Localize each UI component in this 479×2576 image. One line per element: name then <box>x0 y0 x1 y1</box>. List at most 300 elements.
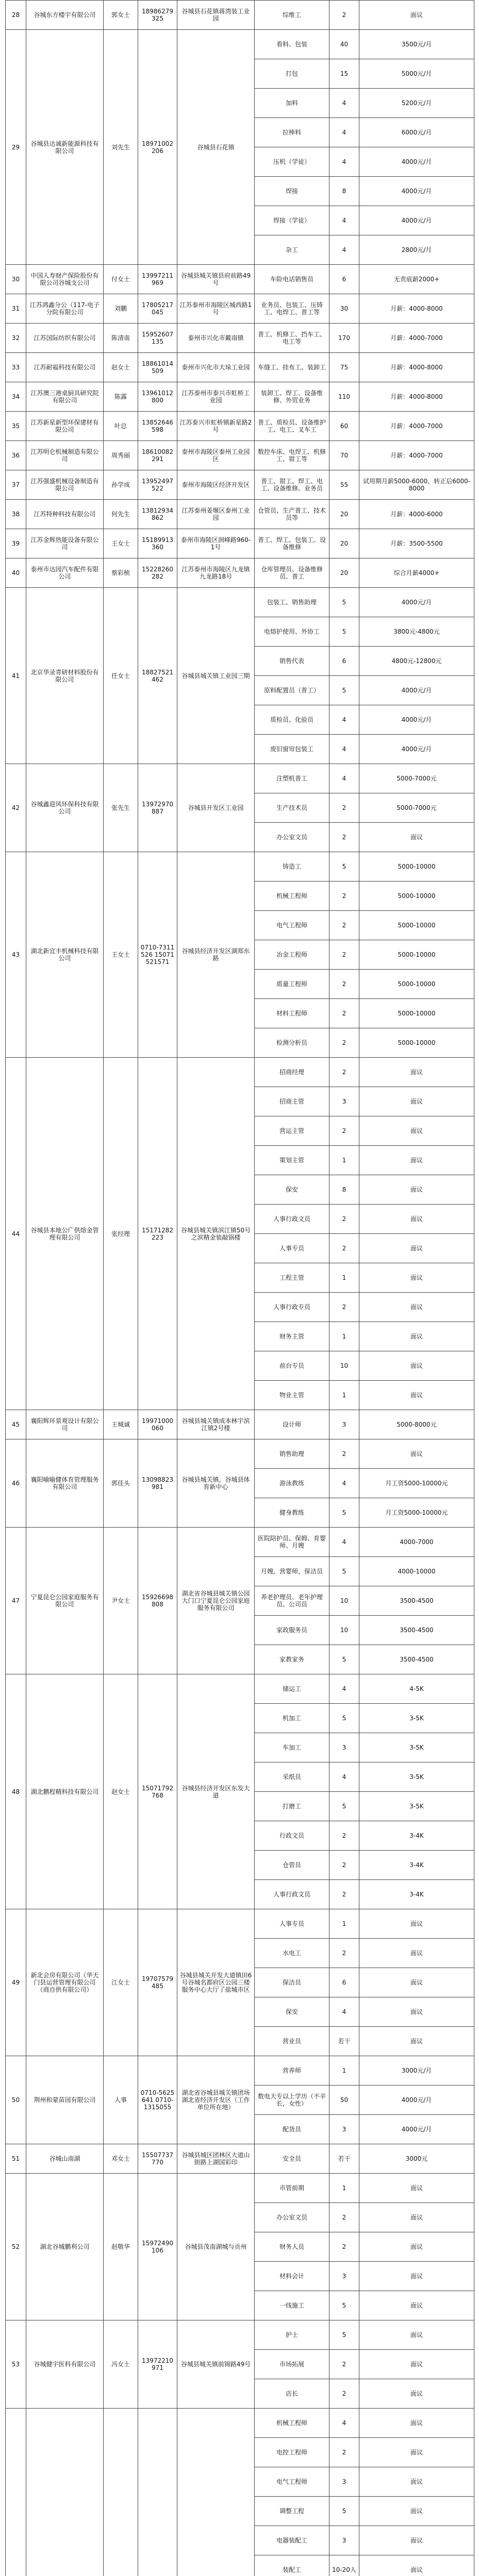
salary: 6000元/月 <box>359 118 474 147</box>
company-name: 泰州市达园汽车配件有限公司 <box>26 558 104 588</box>
job-title: 拉棒料 <box>255 118 329 147</box>
salary: 4000元/月 <box>359 705 474 735</box>
job-title: 设计师 <box>255 1410 329 1439</box>
salary: 月薪：4000-7000 <box>359 441 474 470</box>
headcount: 2 <box>329 1 359 30</box>
table-row <box>6 294 474 324</box>
salary: 面议 <box>359 1234 474 1263</box>
salary: 面议 <box>359 1 474 30</box>
headcount: 8 <box>329 177 359 206</box>
job-title: 安全员 <box>255 2144 329 2174</box>
job-title: 打包 <box>255 59 329 89</box>
contact-phone <box>138 2409 177 2576</box>
headcount: 6 <box>329 265 359 294</box>
salary: 3-4K <box>359 1880 474 1909</box>
company-name: 湖北新宜丰机械科技有限公司 <box>26 852 104 1058</box>
company-number: 53 <box>6 2320 26 2409</box>
company-number: 38 <box>6 500 26 529</box>
headcount: 若干 <box>329 2027 359 2056</box>
job-title: 水电工 <box>255 1939 329 1968</box>
job-title: 原料配置员（普工） <box>255 676 329 705</box>
salary: 面议 <box>359 2203 474 2232</box>
contact-person: 叶总 <box>104 412 138 441</box>
headcount: 4 <box>329 147 359 177</box>
contact-person: 王女士 <box>104 852 138 1058</box>
headcount: 50 <box>329 2086 359 2115</box>
salary: 3-5K <box>359 1704 474 1733</box>
company-number: 45 <box>6 1410 26 1439</box>
salary: 月薪：4000-6000 <box>359 500 474 529</box>
company-address: 泰州市兴化市大垛工业园 <box>177 353 255 382</box>
job-title: 人事专员 <box>255 1234 329 1263</box>
contact-phone: 13852646598 <box>138 412 177 441</box>
headcount: 2 <box>329 882 359 911</box>
contact-person: 陈露 <box>104 382 138 412</box>
job-title: 电熔护使用、外协工 <box>255 617 329 647</box>
table-row <box>6 529 474 558</box>
company-address: 谷城县城关镇滨江镇50号之滨精金装敲锅楼 <box>177 1058 255 1410</box>
salary: 4-5K <box>359 1674 474 1704</box>
company-name: 湖北鹏程精科技有限公司 <box>26 1674 104 1909</box>
headcount: 8 <box>329 1175 359 1205</box>
job-title: 电控工程师 <box>255 2438 329 2467</box>
contact-person: 付女士 <box>104 265 138 294</box>
contact-person: 蔡彩桢 <box>104 558 138 588</box>
salary: 5000-10000 <box>359 911 474 940</box>
job-title: 普工、质检员、设备维护工、电工、叉车工 <box>255 412 329 441</box>
contact-person: 尹女士 <box>104 1528 138 1674</box>
job-title: 保安 <box>255 1997 329 2027</box>
job-title: 办公室文员 <box>255 2203 329 2232</box>
headcount: 5 <box>329 1645 359 1674</box>
contact-phone: 13812934862 <box>138 500 177 529</box>
headcount: 2 <box>329 1293 359 1322</box>
salary: 面议 <box>359 2409 474 2438</box>
salary: 4000-10000 <box>359 1557 474 1586</box>
company-name: 谷城东方楼宇有限公司 <box>26 1 104 30</box>
headcount: 170 <box>329 324 359 353</box>
salary: 面议 <box>359 1116 474 1146</box>
salary: 3000元 <box>359 2144 474 2174</box>
company-address: 谷城县城关镇工业园三期 <box>177 588 255 764</box>
company-number: 33 <box>6 353 26 382</box>
table-row <box>6 353 474 382</box>
table-row <box>6 382 474 412</box>
salary: 面议 <box>359 1968 474 1997</box>
headcount: 2 <box>329 1821 359 1851</box>
contact-person: 赵女士 <box>104 353 138 382</box>
salary: 3-5K <box>359 1762 474 1792</box>
contact-phone: 13961012800 <box>138 382 177 412</box>
salary: 4000-7000 <box>359 1528 474 1557</box>
company-address: 泰州市海陵区润峰路960-1号 <box>177 529 255 558</box>
headcount: 4 <box>329 735 359 764</box>
company-address: 谷城县城关开发大道镇田6号谷城名都府区公园三楼服务中心大厅了盐城市区 <box>177 1909 255 2056</box>
headcount: 2 <box>329 940 359 970</box>
contact-phone: 13972970887 <box>138 764 177 852</box>
job-title: 普工、钳工、焊工、电工、设备维修、业务员 <box>255 470 329 500</box>
company-name: 江苏明仑机械制造有限公司 <box>26 441 104 470</box>
salary: 面议 <box>359 823 474 852</box>
company-number: 32 <box>6 324 26 353</box>
headcount: 4 <box>329 764 359 793</box>
job-title: 招商主管 <box>255 1087 329 1116</box>
salary: 3-4K <box>359 1851 474 1880</box>
headcount: 4 <box>329 118 359 147</box>
contact-phone: 18986279325 <box>138 1 177 30</box>
headcount: 15 <box>329 59 359 89</box>
company-address: 湖北省谷城县城关镇公园大门口宁夏昆仑公园家庭服务有限公司 <box>177 1528 255 1674</box>
job-title: 焊接 <box>255 177 329 206</box>
contact-person: 何先生 <box>104 500 138 529</box>
contact-person: 郭佳头 <box>104 1439 138 1528</box>
salary: 面议 <box>359 2379 474 2409</box>
salary: 5000-10000 <box>359 999 474 1028</box>
job-title: 健身教练 <box>255 1498 329 1528</box>
job-title: 护士 <box>255 2320 329 2350</box>
job-title: 人事专员 <box>255 1909 329 1939</box>
headcount: 5 <box>329 2320 359 2350</box>
headcount: 3 <box>329 1087 359 1116</box>
company-address: 泰州市兴化市戴南镇 <box>177 324 255 353</box>
job-title: 工程主管 <box>255 1263 329 1293</box>
contact-phone: 18861014509 <box>138 353 177 382</box>
company-address: 谷城县经济开发区东发大道 <box>177 1674 255 1909</box>
headcount: 2 <box>329 999 359 1028</box>
contact-person: 人事 <box>104 2056 138 2144</box>
job-title: 人事行政专员 <box>255 1293 329 1322</box>
company-name: 江苏耐福科技有限公司 <box>26 353 104 382</box>
company-name: 襄阳喻喻健体育管理服务有限公司 <box>26 1439 104 1528</box>
salary: 月薪：4000-7000 <box>359 324 474 353</box>
company-number: 30 <box>6 265 26 294</box>
company-name: 中国人寿财产保险股份有限公司谷城支公司 <box>26 265 104 294</box>
contact-phone: 13972210971 <box>138 2320 177 2409</box>
headcount: 5 <box>329 1792 359 1821</box>
company-number: 46 <box>6 1439 26 1528</box>
salary: 面议 <box>359 2232 474 2262</box>
job-title: 看料、包装 <box>255 30 329 59</box>
company-number: 44 <box>6 1058 26 1410</box>
company-number: 39 <box>6 529 26 558</box>
headcount: 4 <box>329 2409 359 2438</box>
contact-phone: 15228260282 <box>138 558 177 588</box>
salary: 面议 <box>359 1909 474 1939</box>
salary: 5200元/月 <box>359 89 474 118</box>
job-title: 检测分析员 <box>255 1028 329 1058</box>
headcount: 若干 <box>329 2144 359 2174</box>
job-title: 注塑机普工 <box>255 764 329 793</box>
headcount: 5 <box>329 1498 359 1528</box>
table-row <box>6 588 474 617</box>
job-listing-sheet <box>5 0 474 2576</box>
salary: 4000元/月 <box>359 147 474 177</box>
job-title: 游泳教练 <box>255 1469 329 1498</box>
job-title: 办公室文员 <box>255 823 329 852</box>
company-number: 51 <box>6 2144 26 2174</box>
salary: 3500-4500 <box>359 1645 474 1674</box>
salary: 4000元/月 <box>359 206 474 235</box>
job-title: 营养师 <box>255 2056 329 2086</box>
headcount: 5 <box>329 588 359 617</box>
headcount: 5 <box>329 676 359 705</box>
job-title: 废旧窗帘包装工 <box>255 735 329 764</box>
job-title: 仓管员、生产普工、技术员等 <box>255 500 329 529</box>
salary: 无责底薪2000+ <box>359 265 474 294</box>
job-table <box>5 0 474 2576</box>
job-title: 车缝工、挂布工、装卸工 <box>255 353 329 382</box>
headcount: 2 <box>329 1939 359 1968</box>
company-number: 52 <box>6 2174 26 2320</box>
table-row <box>6 470 474 500</box>
salary: 月薪：4000-7000 <box>359 412 474 441</box>
job-title: 普工、焊工、包装工、设备维修 <box>255 529 329 558</box>
job-title: 仓库管理员、设备维修员、普工 <box>255 558 329 588</box>
salary: 面议 <box>359 2320 474 2350</box>
table-row <box>6 412 474 441</box>
contact-phone: 18610082291 <box>138 441 177 470</box>
company-name: 谷城鑫迎风环保科技有限公司 <box>26 764 104 852</box>
salary: 5000-10000 <box>359 940 474 970</box>
job-title: 车加工 <box>255 1733 329 1762</box>
salary: 5000-10000 <box>359 1028 474 1058</box>
headcount: 1 <box>329 1909 359 1939</box>
job-title: 普工、机修工、挡车工、电工等 <box>255 324 329 353</box>
headcount: 2 <box>329 823 359 852</box>
company-name: 江苏澳三港桌厨具研究院有限公司 <box>26 382 104 412</box>
headcount: 2 <box>329 2203 359 2232</box>
job-title: 配货员 <box>255 2115 329 2144</box>
table-row <box>6 2056 474 2086</box>
headcount: 60 <box>329 412 359 441</box>
company-number <box>6 2409 26 2576</box>
company-address: 泰州市海陵区泰州工业园区 <box>177 441 255 470</box>
headcount: 2 <box>329 1234 359 1263</box>
salary: 5000-8000元 <box>359 1410 474 1439</box>
contact-person: 王城诚 <box>104 1410 138 1439</box>
company-name: 谷城县达诚新能源科技有限公司 <box>26 30 104 265</box>
salary: 5000元/月 <box>359 59 474 89</box>
job-title: 营运主管 <box>255 1116 329 1146</box>
salary: 面议 <box>359 2526 474 2555</box>
table-row <box>6 764 474 793</box>
contact-person: 冯女士 <box>104 2320 138 2409</box>
salary: 月工资5000-10000元 <box>359 1469 474 1498</box>
headcount: 2 <box>329 793 359 823</box>
salary: 4000元/月 <box>359 588 474 617</box>
contact-person: 张经理 <box>104 1058 138 1410</box>
company-number: 37 <box>6 470 26 500</box>
headcount: 70 <box>329 441 359 470</box>
headcount: 4 <box>329 1997 359 2027</box>
salary: 面议 <box>359 1381 474 1410</box>
job-title: 策划主管 <box>255 1146 329 1175</box>
contact-person: 王女士 <box>104 529 138 558</box>
job-title: 月嫂，营婴师，保洁员 <box>255 1557 329 1586</box>
job-title: 家教家务 <box>255 1645 329 1674</box>
company-name: 谷城健宇医科有限公司 <box>26 2320 104 2409</box>
headcount: 10 <box>329 1616 359 1645</box>
table-row <box>6 558 474 588</box>
headcount: 1 <box>329 2174 359 2203</box>
salary: 4000元/月 <box>359 676 474 705</box>
headcount: 2 <box>329 1205 359 1234</box>
headcount: 2 <box>329 2438 359 2467</box>
contact-person: 邓女士 <box>104 2144 138 2174</box>
job-title: 压机（学徒） <box>255 147 329 177</box>
salary: 月工资5000-10000元 <box>359 1498 474 1528</box>
headcount: 3 <box>329 2467 359 2497</box>
contact-person: 任女士 <box>104 588 138 764</box>
headcount: 10-20人 <box>329 2555 359 2576</box>
salary: 面议 <box>359 2174 474 2203</box>
contact-phone: 15071792768 <box>138 1674 177 1909</box>
company-number: 48 <box>6 1674 26 1909</box>
headcount: 4 <box>329 1674 359 1704</box>
job-title: 铸造工 <box>255 852 329 882</box>
table-row <box>6 1 474 30</box>
contact-phone: 19971000060 <box>138 1410 177 1439</box>
headcount: 1 <box>329 2056 359 2086</box>
company-address: 江苏泰州市海陵区城西路1号 <box>177 294 255 324</box>
headcount: 2 <box>329 2232 359 2262</box>
job-title: 调整工程 <box>255 2497 329 2526</box>
company-name: 江苏新星新型环保建材有限公司 <box>26 412 104 441</box>
job-title: 材料工程师 <box>255 999 329 1028</box>
company-name: 湖北谷城鹏利公司 <box>26 2174 104 2320</box>
headcount: 2 <box>329 1851 359 1880</box>
job-title: 车险电话销售员 <box>255 265 329 294</box>
salary: 综合月薪4000+ <box>359 558 474 588</box>
headcount: 1 <box>329 1263 359 1293</box>
company-address: 谷城县城区团林区大道山街路上湖国彩印 <box>177 2144 255 2174</box>
salary: 3-5K <box>359 1733 474 1762</box>
company-number: 50 <box>6 2056 26 2144</box>
salary: 3-4K <box>359 1821 474 1851</box>
salary: 面议 <box>359 1351 474 1381</box>
contact-person: 赵敬华 <box>104 2174 138 2320</box>
company-number: 47 <box>6 1528 26 1674</box>
contact-person: 孙学成 <box>104 470 138 500</box>
job-title: 数电大专以上学历（不辛长，女性） <box>255 2086 329 2115</box>
headcount: 2 <box>329 911 359 940</box>
salary: 面议 <box>359 2497 474 2526</box>
contact-person: 郭女士 <box>104 1 138 30</box>
contact-phone: 18827521462 <box>138 588 177 764</box>
company-address <box>177 2409 255 2576</box>
salary: 面议 <box>359 1175 474 1205</box>
headcount: 2 <box>329 1058 359 1087</box>
headcount: 3 <box>329 2262 359 2291</box>
job-title: 仓管员 <box>255 1851 329 1880</box>
company-number: 42 <box>6 764 26 852</box>
company-address: 谷城县城关镇成本林宇滨江镇2号楼 <box>177 1410 255 1439</box>
job-title: 生产技术员 <box>255 793 329 823</box>
salary: 面议 <box>359 2467 474 2497</box>
company-address: 谷城县石花镇蒋湾装工业园 <box>177 1 255 30</box>
job-title: 保洁员 <box>255 1968 329 1997</box>
headcount: 1 <box>329 1322 359 1351</box>
headcount: 5 <box>329 852 359 882</box>
job-title: 保安 <box>255 1175 329 1205</box>
salary: 3500-4500 <box>359 1586 474 1616</box>
company-address: 谷城县石花镇 <box>177 30 255 265</box>
job-title: 医院陪护员、保姆、育婴师、月嫂 <box>255 1528 329 1557</box>
headcount: 75 <box>329 353 359 382</box>
company-number: 43 <box>6 852 26 1058</box>
contact-person: 江女士 <box>104 1909 138 2056</box>
salary: 面议 <box>359 1997 474 2027</box>
headcount: 1 <box>329 1381 359 1410</box>
company-name: 襄阳辉环景观设计有限公司 <box>26 1410 104 1439</box>
headcount: 10 <box>329 1351 359 1381</box>
salary: 面议 <box>359 2350 474 2379</box>
salary: 4000元/月 <box>359 177 474 206</box>
table-row <box>6 1410 474 1439</box>
salary: 面议 <box>359 1939 474 1968</box>
headcount: 4 <box>329 235 359 265</box>
job-title: 数控车床、电焊工、机修工、钳工等 <box>255 441 329 470</box>
headcount: 1 <box>329 1146 359 1175</box>
company-address: 谷城县开发区工业园 <box>177 764 255 852</box>
company-name: 江苏鸿鑫分公（117-电子分院有限公司 <box>26 294 104 324</box>
headcount: 3 <box>329 2526 359 2555</box>
headcount: 2 <box>329 1116 359 1146</box>
company-name: 新北会房有限公司（华天门县运营管理有限公司（商自供有限公司） <box>26 1909 104 2056</box>
company-address: 谷城县茂南湖城与贡州 <box>177 2174 255 2320</box>
salary: 面议 <box>359 1439 474 1469</box>
headcount: 110 <box>329 382 359 412</box>
headcount: 3 <box>329 2115 359 2144</box>
headcount: 6 <box>329 1968 359 1997</box>
contact-phone: 13098823981 <box>138 1439 177 1528</box>
job-table-body <box>6 1 474 2576</box>
company-address: 谷城县城关镇县府前路49号 <box>177 265 255 294</box>
headcount: 5 <box>329 617 359 647</box>
salary: 5000-10000 <box>359 970 474 999</box>
company-name: 江苏特种科技有限公司 <box>26 500 104 529</box>
job-title: 业务员、包装工、压铸工、电焊工、普工等 <box>255 294 329 324</box>
company-name: 江苏国际纺织有限公司 <box>26 324 104 353</box>
headcount: 5 <box>329 1704 359 1733</box>
company-address: 谷城县城关镇，谷城县体育新中心 <box>177 1439 255 1528</box>
job-title: 焊接（学徒） <box>255 206 329 235</box>
job-title: 采纸员 <box>255 1762 329 1792</box>
job-title: 招商经理 <box>255 1058 329 1087</box>
salary: 2800元/月 <box>359 235 474 265</box>
contact-person: 周秀丽 <box>104 441 138 470</box>
contact-person: 赵女士 <box>104 1674 138 1909</box>
headcount: 20 <box>329 500 359 529</box>
contact-phone: 18971002206 <box>138 30 177 265</box>
table-row <box>6 324 474 353</box>
company-address: 泰州市海陵区经济开发区 <box>177 470 255 500</box>
job-title: 行政文员 <box>255 1821 329 1851</box>
salary: 3500-4500 <box>359 1616 474 1645</box>
company-name: 谷城县本地公广供熔金管理有限公司 <box>26 1058 104 1410</box>
headcount: 2 <box>329 1880 359 1909</box>
job-title: 人事行政文员 <box>255 1205 329 1234</box>
salary: 4800元-12800元 <box>359 647 474 676</box>
company-name <box>26 2409 104 2576</box>
salary: 3800元-4800元 <box>359 617 474 647</box>
job-title: 销售代表 <box>255 647 329 676</box>
job-title: 质量工程师 <box>255 970 329 999</box>
headcount: 3 <box>329 1733 359 1762</box>
salary: 面议 <box>359 1146 474 1175</box>
company-number: 35 <box>6 412 26 441</box>
salary: 面议 <box>359 2555 474 2576</box>
